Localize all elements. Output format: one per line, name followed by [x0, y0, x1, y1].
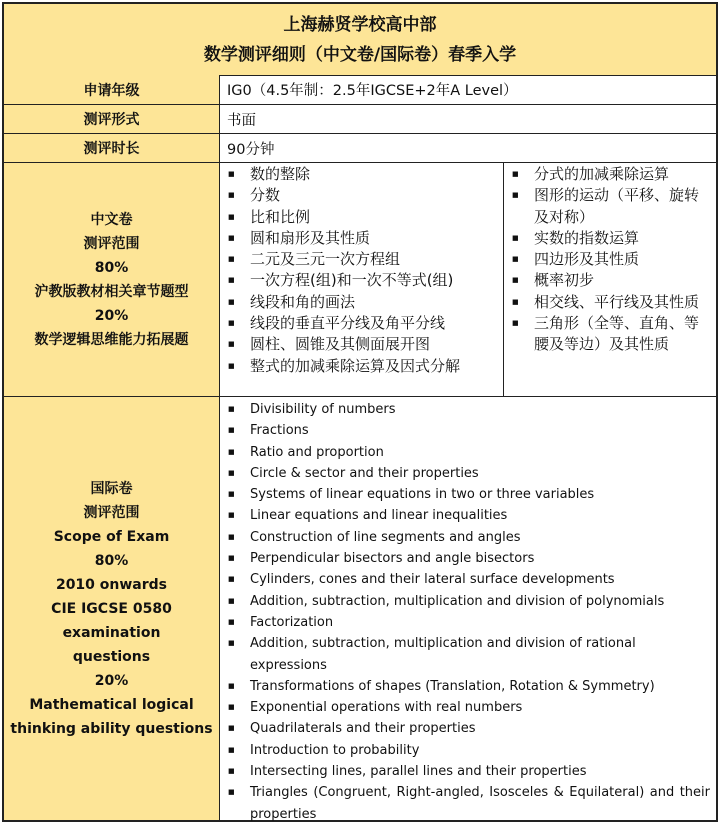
list-item: ■ Addition, subtraction, multiplication and division of rational expressions [220, 633, 716, 676]
list-item: ■ Systems of linear equations in two or three variables [220, 484, 716, 505]
format-label: 测评形式 [4, 105, 220, 133]
list-item: ■ 线段的垂直平分线及角平分线 [220, 313, 503, 334]
chinese-topics-left [220, 163, 504, 396]
list-item: ■ 数的整除 [220, 164, 503, 185]
list-item: ■ Circle & sector and their properties [220, 463, 716, 484]
duration-row [4, 134, 716, 163]
list-item: ■ Fractions [220, 420, 716, 441]
intl-label-line: 测评范围 [83, 504, 140, 521]
chinese-paper-row [4, 163, 716, 397]
duration-label: 测评时长 [4, 134, 220, 162]
intl-label-line: Scope of Exam [53, 528, 170, 545]
intl-label-line: 2010 onwards [55, 576, 168, 593]
list-item: ■ Factorization [220, 612, 716, 633]
intl-label-line: thinking ability questions [10, 720, 213, 737]
list-item: ■ 二元及三元一次方程组 [220, 249, 503, 270]
international-paper-row [4, 397, 716, 820]
chinese-label-line: 数学逻辑思维能力拓展题 [34, 331, 189, 348]
grade-row [4, 75, 716, 105]
list-item: ■ Perpendicular bisectors and angle bisectors [220, 548, 716, 569]
list-item: ■ 四边形及其性质 [504, 249, 716, 270]
list-item: ■ 分数 [220, 185, 503, 206]
chinese-label-line: 中文卷 [90, 211, 133, 228]
format-value: 书面 [227, 112, 256, 129]
list-item: ■ 实数的指数运算 [504, 228, 716, 249]
intl-label-line: Mathematical logical [29, 696, 194, 713]
international-topics [220, 397, 716, 820]
list-item: ■ Addition, subtraction, multiplication and division of polynomials [220, 591, 716, 612]
duration-value: 90分钟 [227, 141, 275, 158]
intl-label-line: 80% [94, 552, 129, 569]
chinese-label-line: 测评范围 [83, 235, 140, 252]
list-item: ■ Linear equations and linear inequalities [220, 505, 716, 526]
chinese-paper-label [4, 163, 220, 396]
list-item: ■ Introduction to probability [220, 740, 716, 761]
format-row [4, 105, 716, 134]
list-item: ■ 一次方程(组)和一次不等式(组) [220, 270, 503, 291]
list-item: ■ Construction of line segments and angles [220, 527, 716, 548]
list-item: ■ 整式的加减乘除运算及因式分解 [220, 356, 503, 377]
grade-value: IG0（4.5年制：2.5年IGCSE+2年A Level） [227, 83, 518, 99]
list-item: ■ 圆柱、圆锥及其侧面展开图 [220, 334, 503, 355]
intl-label-line: CIE IGCSE 0580 examination [51, 600, 172, 641]
list-item: ■ Exponential operations with real numbers [220, 697, 716, 718]
chinese-label-line: 20% [94, 307, 129, 324]
list-item: ■ Quadrilaterals and their properties [220, 718, 716, 739]
list-item: ■ 概率初步 [504, 270, 716, 291]
list-item: ■ Cylinders, cones and their lateral surface developments [220, 569, 716, 590]
international-paper-label [4, 397, 220, 820]
list-item: ■ Divisibility of numbers [220, 399, 716, 420]
chinese-topics-right [504, 163, 716, 396]
school-name: 上海赫贤学校高中部 [283, 15, 437, 35]
chinese-label-line: 80% [94, 259, 129, 276]
list-item: ■ 分式的加减乘除运算 [504, 164, 716, 185]
grade-label: 申请年级 [4, 75, 220, 104]
list-item: ■ 比和比例 [220, 207, 503, 228]
list-item: ■ 相交线、平行线及其性质 [504, 292, 716, 313]
list-item: ■ Transformations of shapes (Translation, Rotation & Symmetry) [220, 676, 716, 697]
document-title: 数学测评细则（中文卷/国际卷）春季入学 [203, 45, 517, 65]
list-item: ■ 圆和扇形及其性质 [220, 228, 503, 249]
list-item: ■ 线段和角的画法 [220, 292, 503, 313]
list-item: ■ 图形的运动（平移、旋转及对称） [504, 185, 716, 228]
list-item: ■ Ratio and proportion [220, 442, 716, 463]
assessment-table [2, 2, 718, 822]
intl-label-line: questions [72, 648, 151, 665]
list-item: ■ Triangles (Congruent, Right-angled, Isosceles & Equilateral) and their properties [220, 782, 716, 825]
intl-label-line: 20% [94, 672, 129, 689]
table-title [4, 4, 716, 76]
chinese-label-line: 沪教版教材相关章节题型 [34, 283, 189, 300]
list-item: ■ 三角形（全等、直角、等腰及等边）及其性质 [504, 313, 716, 356]
list-item: ■ Intersecting lines, parallel lines and their properties [220, 761, 716, 782]
intl-label-line: 国际卷 [90, 480, 133, 497]
